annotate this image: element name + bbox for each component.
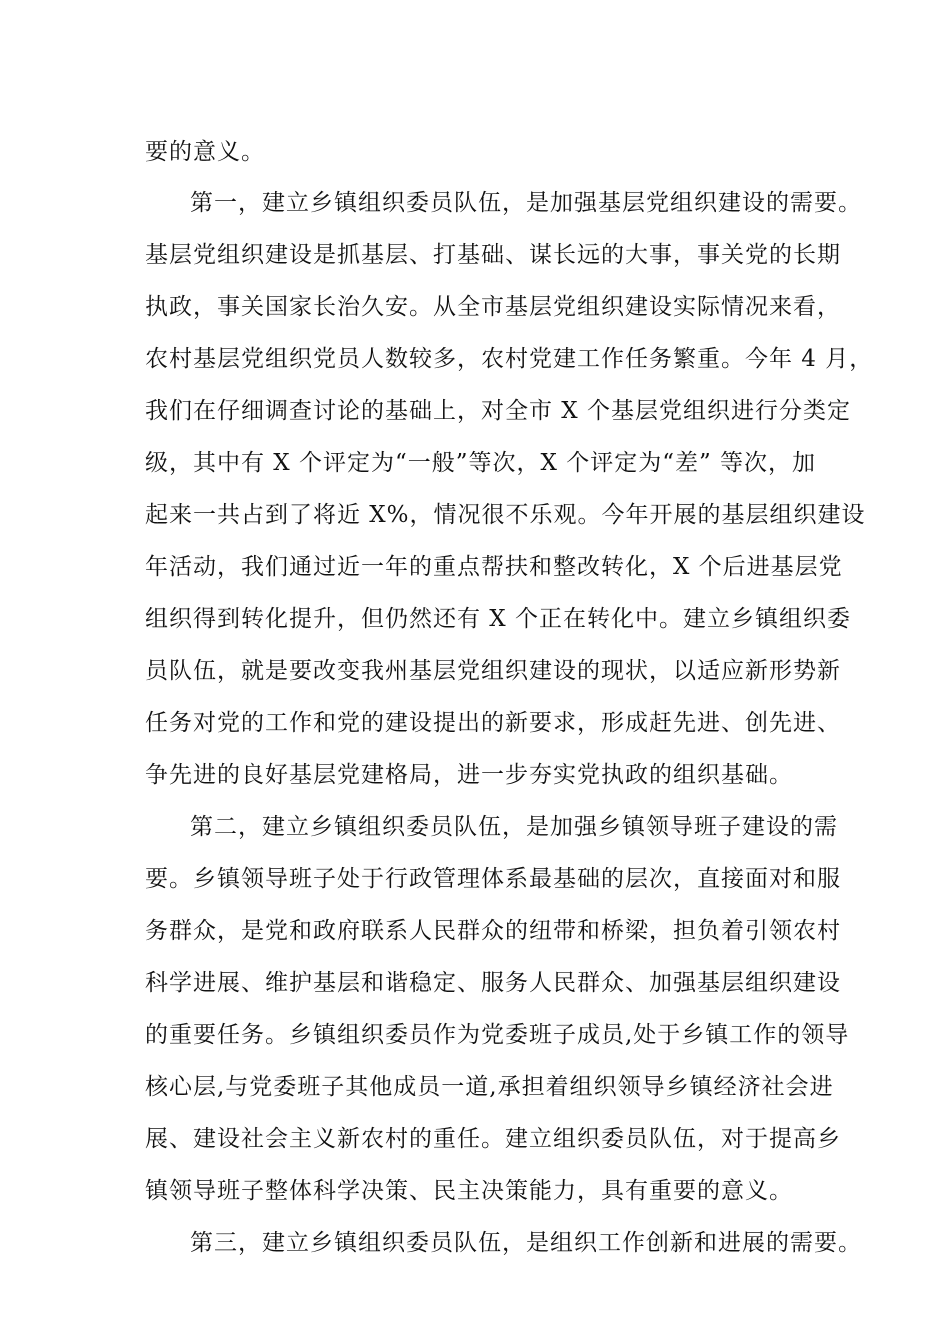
text-line: 我们在仔细调查讨论的基础上，对全市 X 个基层党组织进行分类定 xyxy=(145,398,851,424)
text-line: 起来一共占到了将近 X%，情况很不乐观。今年开展的基层组织建设 xyxy=(145,502,866,528)
paragraph-1-first-line: 第一，建立乡镇组织委员队伍，是加强基层党组织建设的需要。 xyxy=(190,190,862,216)
text-line: 执政，事关国家长治久安。从全市基层党组织建设实际情况来看， xyxy=(145,294,841,320)
text-line: 任务对党的工作和党的建设提出的新要求，形成赶先进、创先进、 xyxy=(145,710,841,736)
text-line: 务群众，是党和政府联系人民群众的纽带和桥梁，担负着引领农村 xyxy=(145,918,841,944)
text-line: 员队伍，就是要改变我州基层党组织建设的现状，以适应新形势新 xyxy=(145,658,841,684)
text-line: 镇领导班子整体科学决策、民主决策能力，具有重要的意义。 xyxy=(145,1178,793,1204)
paragraph-2-first-line: 第二，建立乡镇组织委员队伍，是加强乡镇领导班子建设的需 xyxy=(190,814,838,840)
text-line: 的重要任务。乡镇组织委员作为党委班子成员,处于乡镇工作的领导 xyxy=(145,1022,850,1048)
text-line: 级，其中有 X 个评定为“一般”等次，X 个评定为“差” 等次，加 xyxy=(145,450,817,476)
text-line: 科学进展、维护基层和谐稳定、服务人民群众、加强基层组织建设 xyxy=(145,970,841,996)
text-line: 要。乡镇领导班子处于行政管理体系最基础的层次，直接面对和服 xyxy=(145,866,841,892)
text-line: 要的意义。 xyxy=(145,139,265,165)
text-line: 农村基层党组织党员人数较多，农村党建工作任务繁重。今年 4 月， xyxy=(145,346,874,372)
text-line: 组织得到转化提升，但仍然还有 X 个正在转化中。建立乡镇组织委 xyxy=(145,606,851,632)
text-line: 争先进的良好基层党建格局，进一步夯实党执政的组织基础。 xyxy=(145,762,793,788)
text-line: 展、建设社会主义新农村的重任。建立组织委员队伍，对于提高乡 xyxy=(145,1126,841,1152)
paragraph-3-first-line: 第三，建立乡镇组织委员队伍，是组织工作创新和进展的需要。 xyxy=(190,1230,862,1256)
text-line: 基层党组织建设是抓基层、打基础、谋长远的大事，事关党的长期 xyxy=(145,242,841,268)
text-line: 核心层,与党委班子其他成员一道,承担着组织领导乡镇经济社会进 xyxy=(145,1074,834,1100)
text-line: 年活动，我们通过近一年的重点帮扶和整改转化，X 个后进基层党 xyxy=(145,554,843,580)
